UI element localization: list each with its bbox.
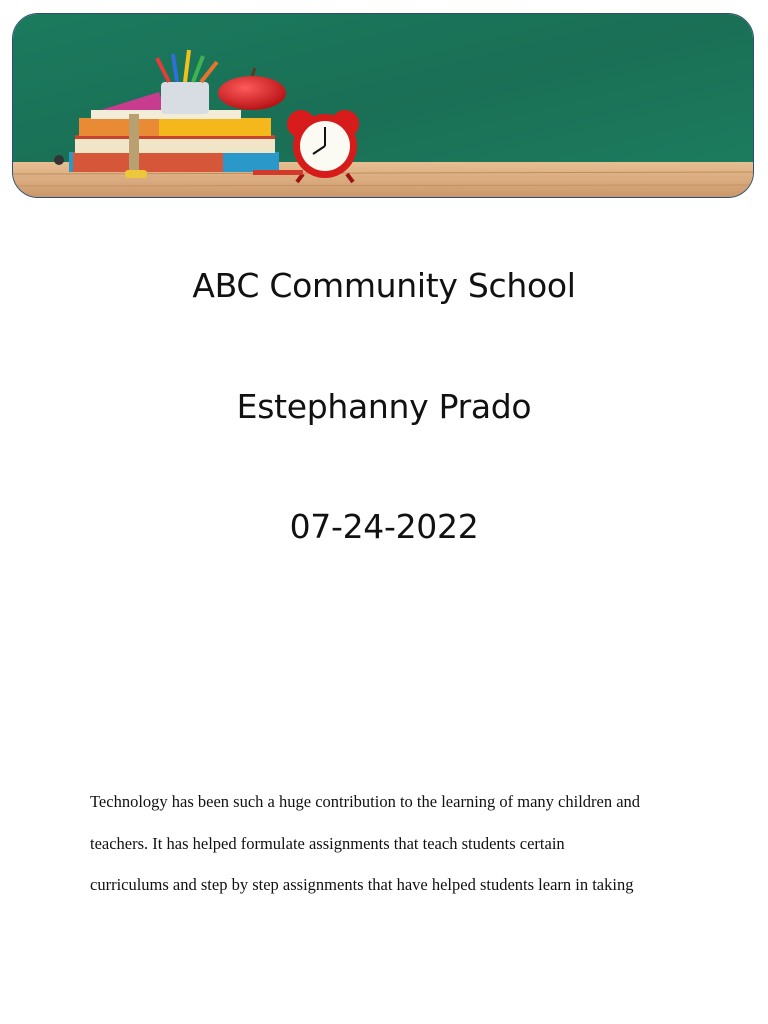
body-line: curriculums and step by step assignments that have helped students learn in taking [90, 875, 634, 894]
body-line: Technology has been such a huge contribution to the learning of many children and [90, 792, 641, 811]
document-date: 07-24-2022 [289, 507, 479, 546]
author-name: Estephanny Prado [236, 387, 532, 426]
school-name: ABC Community School [192, 266, 576, 305]
body-line: teachers. It has helped formulate assignments that teach students certain [90, 833, 565, 853]
banner-image [12, 13, 754, 198]
body-paragraph [90, 786, 710, 911]
